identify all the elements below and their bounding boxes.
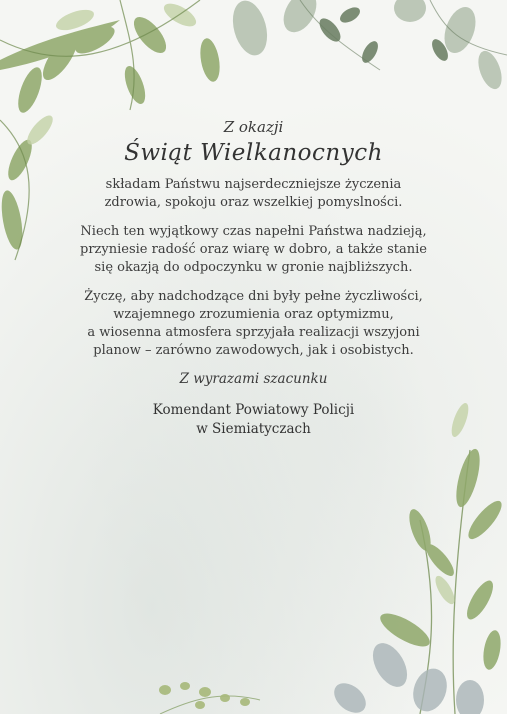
wishes-paragraph-1: składam Państwu najserdeczniejsze życzenia zdrowia, spokoju oraz wszelkiej pomyslności. — [104, 177, 403, 210]
occasion-heading: Z okazji — [223, 118, 284, 136]
signature: Komendant Powiatowy Policji w Siemiatyczach — [152, 402, 355, 437]
closing-phrase: Z wyrazami szacunku — [179, 371, 328, 387]
holiday-title: Świąt Wielkanocnych — [124, 140, 383, 166]
wishes-paragraph-3: Życzę, aby nadchodzące dni były pełne życzliwości, wzajemnego zrozumienia oraz optymizmu, a wiosenna atmosfera sprzyjała realizacji wszyjoni planow – zarówno zawodowych, jak i osobistych. — [84, 289, 423, 358]
wishes-paragraph-2: Niech ten wyjątkowy czas napełni Państwa nadzieją, przyniesie radość oraz wiarę w dobro, a także stanie się okazją do odpoczynku w gronie najbliższych. — [80, 224, 427, 275]
greeting-text — [0, 118, 507, 439]
